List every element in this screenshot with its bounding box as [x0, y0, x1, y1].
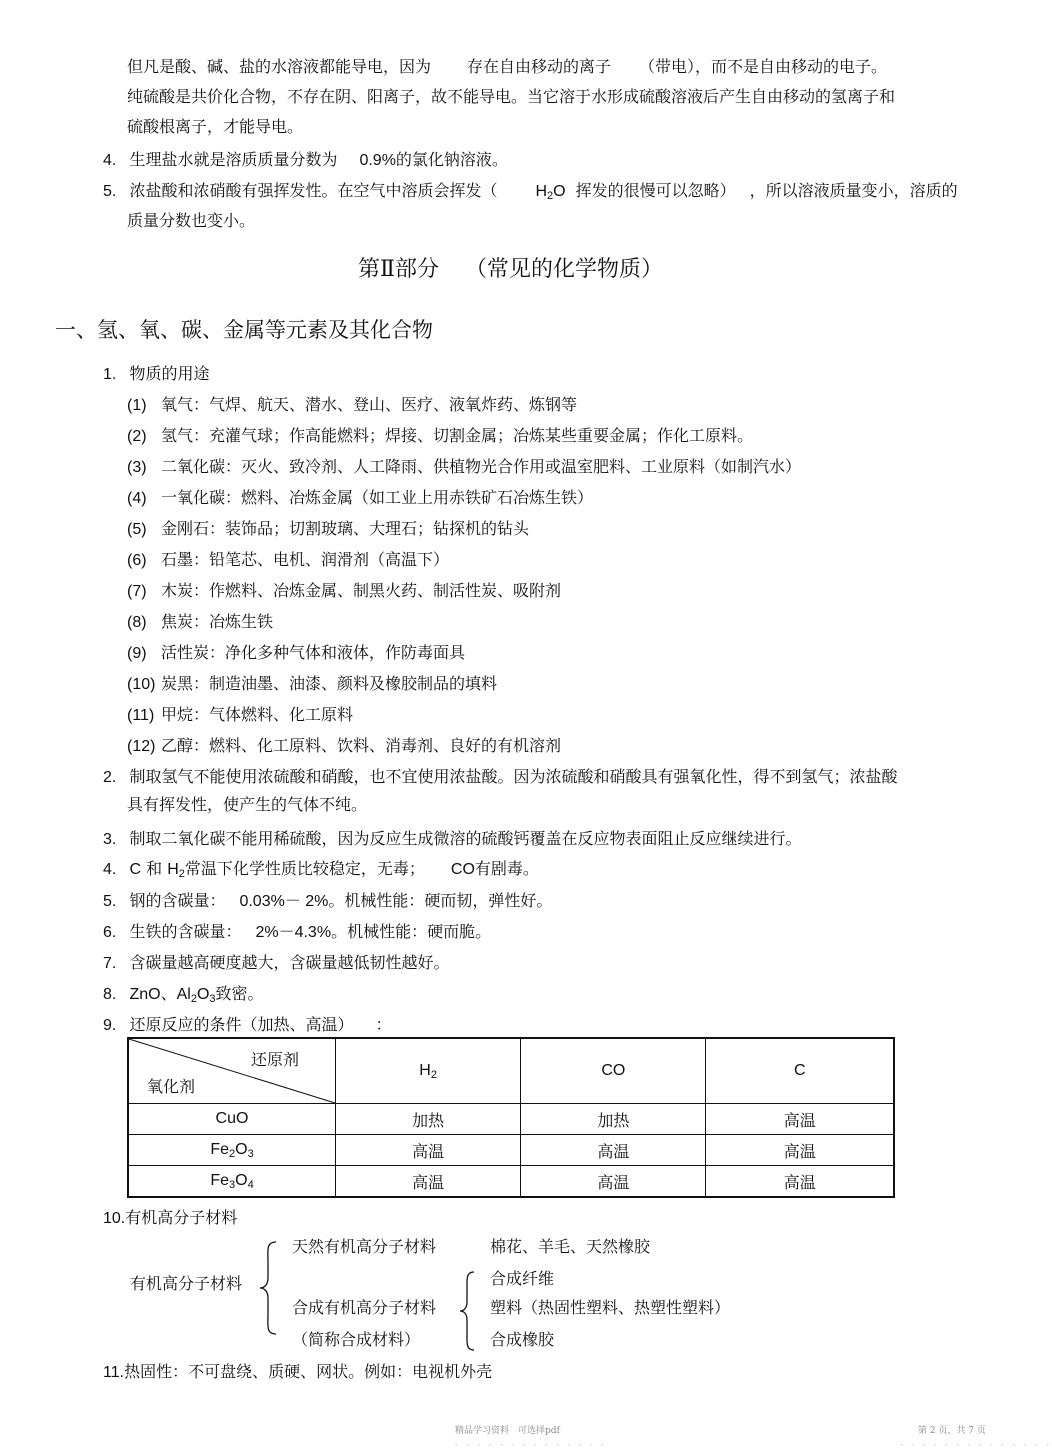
item-number: (5)	[127, 521, 147, 538]
paragraph-line: 质量分数也变小。	[127, 211, 256, 230]
table-cell: 高温	[706, 1104, 894, 1135]
list-item	[103, 1208, 237, 1229]
text: 挥发的很慢可以忽略）	[575, 181, 736, 200]
uses-list-item	[127, 426, 753, 447]
formula: Fe	[210, 1171, 229, 1189]
table-cell: 高温	[706, 1166, 894, 1198]
formula: Al	[176, 986, 191, 1003]
list-item	[103, 1362, 492, 1383]
item-number: (7)	[127, 583, 147, 600]
row-header	[128, 1135, 336, 1166]
paragraph-line: 具有挥发性，使产生的气体不纯。	[127, 795, 368, 814]
subscript: 3	[228, 1178, 236, 1191]
text: 热固性：不可盘绕、质硬、网状。例如：电视机外壳	[124, 1362, 493, 1381]
subscript: 3	[209, 993, 216, 1005]
text: 致密。	[215, 984, 264, 1003]
table-row	[128, 1104, 894, 1135]
text: 第Ⅱ部分	[358, 257, 439, 282]
table-cell: 高温	[521, 1166, 706, 1198]
text: （常见的化学物质）	[464, 257, 663, 282]
item-number: 2.	[103, 769, 117, 786]
text: 钢的含碳量：	[129, 891, 226, 910]
item-text: 二氧化碳：灭火、致冷剂、人工降雨、供植物光合作用或温室肥料、工业原料（如制汽水）	[161, 457, 802, 476]
formula: O	[553, 183, 566, 200]
footer-left: 精品学习资料 可选择pdf	[455, 1426, 560, 1436]
item-number: (2)	[127, 428, 147, 445]
tree-node-synthetic: 合成有机高分子材料	[292, 1298, 437, 1317]
list-item	[103, 859, 539, 884]
uses-list-item	[127, 674, 497, 695]
formula: CO	[601, 1061, 626, 1079]
tree-leaf-natural-examples: 棉花、羊毛、天然橡胶	[490, 1237, 651, 1256]
list-item	[103, 891, 552, 912]
item-number: (9)	[127, 645, 147, 662]
item-text: 甲烷：气体燃料、化工原料	[161, 705, 354, 724]
item-number: 9.	[103, 1017, 117, 1034]
item-text: 木炭：作燃料、冶炼金属、制黑火药、制活性炭、吸附剂	[161, 581, 562, 600]
formula: O	[235, 1140, 248, 1158]
item-text: 活性炭：净化多种气体和液体，作防毒面具	[161, 643, 466, 662]
item-number: (10)	[127, 676, 156, 693]
item-text: 一氧化碳：燃料、冶炼金属（如工业上用赤铁矿石冶炼生铁）	[161, 488, 594, 507]
column-header	[336, 1038, 521, 1104]
text: 有剧毒。	[474, 859, 539, 878]
subscript: 2	[430, 1068, 437, 1081]
footer-divider: - - - - - - - - - - - - - -	[900, 1440, 1052, 1449]
item-number: 10.	[103, 1210, 126, 1227]
subscript: 2	[547, 190, 554, 202]
paragraph-line	[127, 57, 887, 77]
formula: CuO	[215, 1110, 249, 1127]
text: 浓盐酸和浓硝酸有强挥发性。在空气中溶质会挥发（	[129, 181, 498, 200]
left-brace-icon	[458, 1270, 478, 1352]
text: 还原反应的条件（加热、高温）	[129, 1015, 354, 1034]
item-text: 氢气：充灌气球；作高能燃料；焊接、切割金属；冶炼某些重要金属；作化工原料。	[161, 426, 754, 445]
text: 生铁的含碳量：	[129, 922, 242, 941]
tree-node-natural: 天然有机高分子材料	[292, 1237, 437, 1256]
item-number: (3)	[127, 459, 147, 476]
item-number: (4)	[127, 490, 147, 507]
table-cell: 高温	[336, 1135, 521, 1166]
text: 但凡是酸、碱、盐的水溶液都能导电，因为	[127, 57, 432, 76]
column-header	[706, 1038, 894, 1104]
paragraph-line: 纯硫酸是共价化合物，不存在阴、阳离子，故不能导电。当它溶于水形成硫酸溶液后产生自由移动的氢离子和	[127, 87, 896, 106]
item-number: (8)	[127, 614, 147, 631]
part-title	[358, 256, 663, 284]
formula: Fe	[210, 1140, 229, 1158]
item-number: (1)	[127, 397, 147, 414]
text: 生理盐水就是溶质质量分数为	[129, 150, 338, 169]
table-cell: 加热	[521, 1104, 706, 1135]
text: 制取二氧化碳不能用稀硫酸，因为反应生成微溶的硫酸钙覆盖在反应物表面阻止反应继续进行。	[129, 829, 802, 848]
text: 常温下化学性质比较稳定，无毒；	[184, 859, 425, 878]
reduction-conditions-table	[127, 1037, 895, 1198]
text: 含碳量越高硬度越大，含碳量越低韧性越好。	[129, 953, 450, 972]
item-number: 5.	[103, 893, 117, 910]
formula: C	[793, 1061, 806, 1079]
uses-list-item	[127, 395, 577, 416]
text: （带电），而不是自由移动的电子。	[639, 57, 888, 76]
item-text: 氧气：气焊、航天、潜水、登山、医疗、液氧炸药、炼钢等	[161, 395, 578, 414]
subscript: 2	[190, 993, 197, 1005]
table-cell: 高温	[521, 1135, 706, 1166]
item-number: (6)	[127, 552, 147, 569]
item-text: 石墨：铅笔芯、电机、润滑剂（高温下）	[161, 550, 450, 569]
uses-list-item	[127, 736, 561, 757]
table-corner-cell	[128, 1038, 336, 1104]
list-item	[103, 364, 209, 385]
column-header	[521, 1038, 706, 1104]
text: 制取氢气不能使用浓硫酸和硝酸，也不宜使用浓盐酸。因为浓硫酸和硝酸具有强氧化性，得不到氢气；浓盐酸	[129, 767, 898, 786]
uses-list-item	[127, 519, 529, 540]
list-item	[103, 181, 958, 206]
text: ，所以溶液质量变小，溶质的	[749, 181, 958, 200]
subscript: 3	[247, 1147, 254, 1160]
tree-leaf: 合成纤维	[490, 1269, 555, 1288]
subscript: 2	[228, 1147, 236, 1160]
text: 的氯化钠溶液。	[395, 150, 508, 169]
text: 0.9%	[359, 152, 396, 169]
uses-list-item	[127, 612, 273, 633]
subscript: 2	[178, 868, 185, 880]
table-cell: 高温	[336, 1166, 521, 1198]
item-number: 7.	[103, 955, 117, 972]
item-number: 4.	[103, 152, 117, 169]
table-cell: 加热	[336, 1104, 521, 1135]
list-item	[103, 767, 897, 788]
item-number: 6.	[103, 924, 117, 941]
uses-list-item	[127, 488, 593, 509]
formula: H	[167, 861, 179, 878]
table-cell: 高温	[706, 1135, 894, 1166]
item-text: 炭黑：制造油墨、油漆、颜料及橡胶制品的填料	[161, 674, 498, 693]
tree-root: 有机高分子材料	[130, 1274, 243, 1293]
text: 有机高分子材料	[125, 1208, 238, 1227]
row-header	[128, 1166, 336, 1198]
formula: H	[535, 183, 548, 200]
list-item	[103, 1015, 391, 1036]
corner-label-oxidizer: 氧化剂	[147, 1077, 196, 1096]
uses-list-item	[127, 643, 465, 664]
item-text: 焦炭：冶炼生铁	[161, 612, 274, 631]
text: 和	[146, 859, 163, 878]
list-item	[103, 953, 449, 974]
text: 、	[160, 984, 177, 1003]
text: 0.03%－ 2%	[239, 893, 329, 910]
item-number: (12)	[127, 738, 156, 755]
formula: C	[129, 861, 141, 878]
uses-list-item	[127, 581, 561, 602]
list-item	[103, 829, 801, 850]
formula: H	[419, 1061, 431, 1079]
item-number: 11.	[103, 1364, 125, 1381]
paragraph-line: 硫酸根离子，才能导电。	[127, 117, 304, 136]
row-header	[128, 1104, 336, 1135]
item-number: 5.	[103, 183, 117, 200]
table-row	[128, 1166, 894, 1198]
text: 。机械性能：硬而韧，弹性好。	[328, 891, 553, 910]
formula: O	[235, 1171, 248, 1189]
uses-list-item	[127, 457, 801, 478]
left-brace-icon	[258, 1240, 280, 1336]
item-number: 8.	[103, 986, 117, 1003]
tree-leaf: 塑料（热固性塑料、热塑性塑料）	[490, 1298, 731, 1317]
text: 。机械性能：硬而脆。	[331, 922, 492, 941]
formula: O	[196, 986, 210, 1003]
section-title: 一、氢、氧、碳、金属等元素及其化合物	[55, 318, 433, 342]
text: 存在自由移动的离子	[467, 57, 612, 76]
item-text: 金刚石：装饰品；切割玻璃、大理石；钻探机的钻头	[161, 519, 530, 538]
footer-divider: - - - - - - - - - - - - - -	[455, 1440, 607, 1449]
list-item	[103, 922, 491, 943]
text: ：	[375, 1015, 392, 1034]
tree-leaf: 合成橡胶	[490, 1330, 555, 1349]
item-number: 1.	[103, 366, 117, 383]
table-row	[128, 1135, 894, 1166]
item-text: 乙醇：燃料、化工原料、饮料、消毒剂、良好的有机溶剂	[161, 736, 562, 755]
item-number: 4.	[103, 861, 117, 878]
corner-label-reducer: 还原剂	[250, 1050, 299, 1069]
item-number: 3.	[103, 831, 117, 848]
table-header-row	[128, 1038, 894, 1104]
list-item	[103, 984, 264, 1009]
footer-page-number: 第 2 页，共 7 页	[918, 1426, 986, 1436]
subscript: 4	[247, 1178, 254, 1191]
text: 物质的用途	[129, 364, 210, 383]
formula: CO	[450, 861, 475, 878]
uses-list-item	[127, 705, 353, 726]
item-number: (11)	[127, 707, 155, 724]
text: 2%－4.3%	[255, 924, 332, 941]
tree-node-synthetic-note: （简称合成材料）	[292, 1330, 421, 1349]
list-item	[103, 150, 508, 171]
uses-list-item	[127, 550, 449, 571]
formula: ZnO	[129, 986, 161, 1003]
